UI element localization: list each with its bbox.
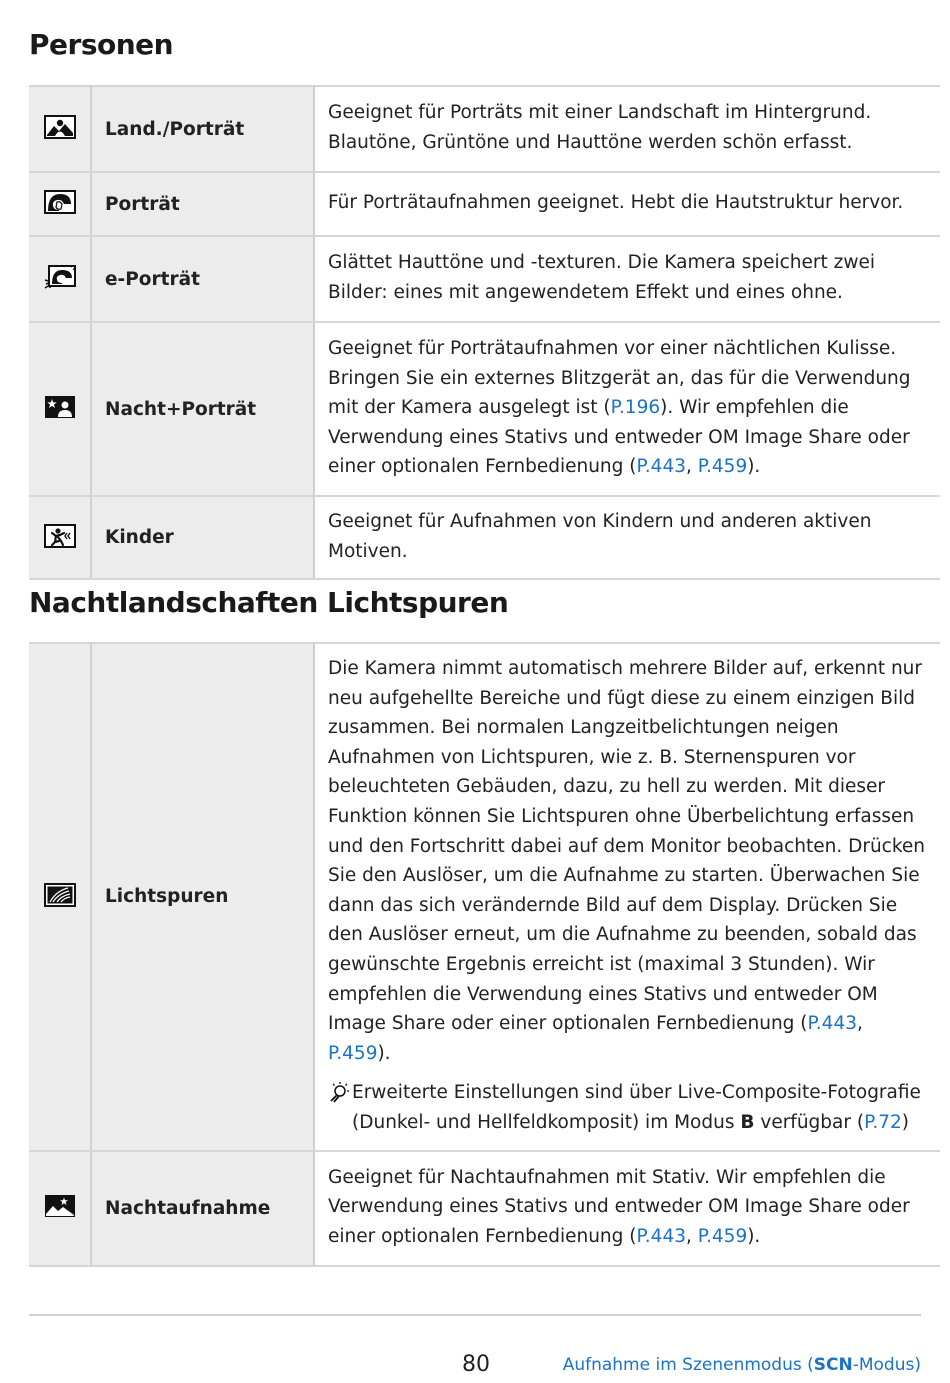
scene-name: Kinder [91, 496, 314, 579]
scene-description: Für Porträtaufnahmen geeignet. Hebt die Hautstruktur hervor. [314, 172, 940, 236]
light-trails-icon [44, 883, 76, 907]
scene-description: Geeignet für Nachtaufnahmen mit Stativ. Wir empfehlen die Verwendung eines Stativs und entweder OM Image Share oder einer optionalen Fernbedienung (P.443, P.459). [314, 1151, 940, 1266]
section-title-nachtlandschaften: Nachtlandschaften Lichtspuren [29, 586, 509, 619]
scene-name: Nachtaufnahme [91, 1151, 314, 1266]
page-number: 80 [462, 1352, 490, 1377]
scene-name: Land./Porträt [91, 86, 314, 172]
page-link[interactable]: P.196 [610, 397, 661, 419]
night-portrait-icon [44, 395, 76, 419]
page-link[interactable]: P.443 [636, 1225, 686, 1247]
table-row [29, 643, 940, 1151]
table-row [29, 236, 940, 322]
scene-name: Porträt [91, 172, 314, 236]
table-row [29, 322, 940, 496]
table-row [29, 86, 940, 172]
footer-divider [29, 1314, 921, 1316]
page-link[interactable]: P.459 [697, 456, 748, 478]
section-title-personen: Personen [29, 28, 174, 61]
landscape-portrait-icon [44, 115, 76, 139]
e-portrait-icon [44, 265, 76, 289]
personen-table [29, 85, 940, 580]
scene-description: Glättet Hauttöne und -texturen. Die Kamera speichert zwei Bilder: eines mit angewendetem Effekt und eines ohne. [314, 236, 940, 322]
tip-icon [328, 1078, 352, 1137]
scene-description: Die Kamera nimmt automatisch mehrere Bilder auf, erkennt nur neu aufgehellte Bereiche und fügt diese zu einem einzigen Bild zusammen. Bei normalen Langzeitbelichtungen neigen Aufnahmen von Lichtspuren, wie z. B. Sternenspuren vor beleuchteten Gebäuden, dazu, zu hell zu werden. Mit dieser Funktion können Sie Lichtspuren ohne Überbelichtung erfassen und den Fortschritt dabei auf dem Monitor beobachten. Drücken Sie den Auslöser, um die Aufnahme zu starten. Überwachen Sie dann das sich verändernde Bild auf dem Display. Drücken Sie den Auslöser erneut, um die Aufnahme zu beenden, sobald das gewünschte Ergebnis erreicht ist (maximal 3 Stunden). Wir empfehlen die Verwendung eines Stativs und entweder OM Image Share oder einer optionalen Fernbedienung (P.443, P.459). Erweiterte Einstellungen sind über Live-Composite-Fotografie (Dunkel- und Hellfeldkomposit) im Modus B verfügbar (P.72) [314, 643, 940, 1151]
portrait-icon [44, 190, 76, 214]
scene-name: Lichtspuren [91, 643, 314, 1151]
page-link[interactable]: P.459 [697, 1225, 748, 1247]
page-link[interactable]: P.72 [864, 1111, 902, 1133]
table-row [29, 1151, 940, 1266]
page-link[interactable]: P.443 [636, 456, 686, 478]
scene-name: Nacht+Porträt [91, 322, 314, 496]
children-icon [44, 524, 76, 548]
hint-note: Erweiterte Einstellungen sind über Live-Composite-Fotografie (Dunkel- und Hellfeldkomposit) im Modus B verfügbar (P.72) [328, 1078, 930, 1137]
page-link[interactable]: P.459 [328, 1042, 378, 1064]
scene-description: Geeignet für Porträts mit einer Landschaft im Hintergrund. Blautöne, Grüntöne und Hauttöne werden schön erfasst. [314, 86, 940, 172]
page-link[interactable]: P.443 [807, 1013, 857, 1035]
scene-name: e-Porträt [91, 236, 314, 322]
table-row [29, 172, 940, 236]
night-scene-icon [44, 1194, 76, 1218]
scene-description: Geeignet für Porträtaufnahmen vor einer nächtlichen Kulisse. Bringen Sie ein externes Blitzgerät an, das für die Verwendung mit der Kamera ausgelegt ist (P.196). Wir empfehlen die Verwendung eines Stativs und entweder OM Image Share oder einer optionalen Fernbedienung (P.443, P.459). [314, 322, 940, 496]
table-row [29, 496, 940, 579]
scene-description: Geeignet für Aufnahmen von Kindern und anderen aktiven Motiven. [314, 496, 940, 579]
footer-chapter-link[interactable]: Aufnahme im Szenenmodus (SCN-Modus) [562, 1355, 921, 1375]
nachtlandschaften-table [29, 642, 940, 1267]
